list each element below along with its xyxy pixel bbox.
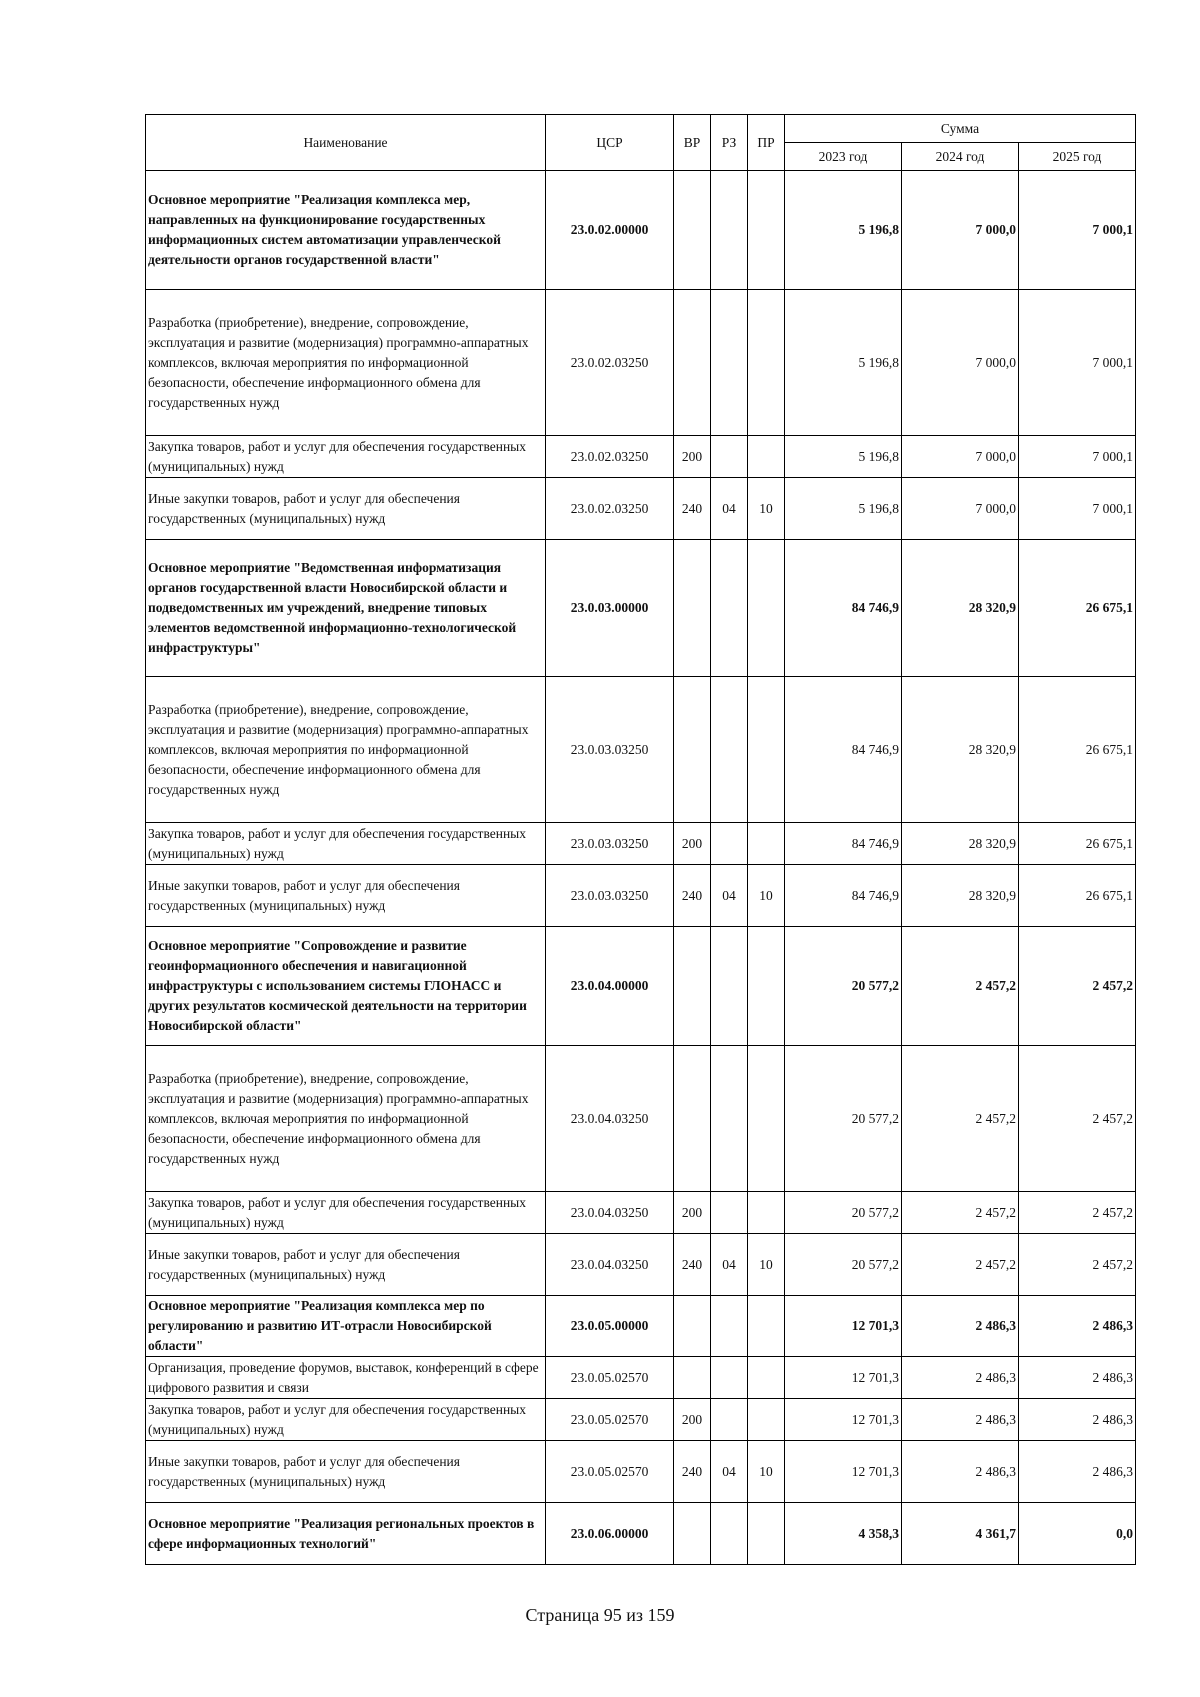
header-vr: ВР [674, 115, 711, 171]
row-name: Основное мероприятие "Сопровождение и развитие геоинформационного обеспечения и навигационной инфраструктуры с использованием системы ГЛОНАСС и других результатов космической деятельности на территории Новосибирской области" [146, 927, 546, 1046]
row-sum-2024: 2 457,2 [902, 1192, 1019, 1234]
row-pr: 10 [748, 478, 785, 540]
budget-table [145, 114, 1136, 1565]
row-sum-2023: 20 577,2 [785, 1234, 902, 1296]
row-vr: 240 [674, 865, 711, 927]
row-sum-2023: 20 577,2 [785, 1046, 902, 1192]
row-pr [748, 540, 785, 677]
header-year-2025: 2025 год [1019, 143, 1136, 171]
row-sum-2024: 2 457,2 [902, 1234, 1019, 1296]
row-pr [748, 290, 785, 436]
row-rz [711, 540, 748, 677]
row-sum-2023: 84 746,9 [785, 540, 902, 677]
row-csr: 23.0.04.03250 [546, 1234, 674, 1296]
row-csr: 23.0.04.03250 [546, 1046, 674, 1192]
row-sum-2024: 2 457,2 [902, 1046, 1019, 1192]
table-row [146, 865, 1136, 927]
row-name: Закупка товаров, работ и услуг для обеспечения государственных (муниципальных) нужд [146, 1192, 546, 1234]
row-vr [674, 1296, 711, 1357]
row-vr [674, 1357, 711, 1399]
row-name: Основное мероприятие "Реализация региональных проектов в сфере информационных технологий" [146, 1503, 546, 1565]
table-row [146, 171, 1136, 290]
row-pr [748, 1399, 785, 1441]
row-csr: 23.0.03.03250 [546, 865, 674, 927]
row-vr: 240 [674, 1441, 711, 1503]
row-sum-2024: 2 486,3 [902, 1399, 1019, 1441]
row-rz: 04 [711, 865, 748, 927]
header-sum: Сумма [785, 115, 1136, 143]
row-pr [748, 823, 785, 865]
row-sum-2025: 0,0 [1019, 1503, 1136, 1565]
row-name: Организация, проведение форумов, выставок, конференций в сфере цифрового развития и связи [146, 1357, 546, 1399]
row-sum-2023: 12 701,3 [785, 1357, 902, 1399]
row-vr [674, 927, 711, 1046]
row-pr [748, 1503, 785, 1565]
table-row [146, 1399, 1136, 1441]
row-pr [748, 436, 785, 478]
row-name: Закупка товаров, работ и услуг для обеспечения государственных (муниципальных) нужд [146, 436, 546, 478]
row-pr [748, 1046, 785, 1192]
row-name: Закупка товаров, работ и услуг для обеспечения государственных (муниципальных) нужд [146, 823, 546, 865]
row-name: Закупка товаров, работ и услуг для обеспечения государственных (муниципальных) нужд [146, 1399, 546, 1441]
row-sum-2025: 26 675,1 [1019, 865, 1136, 927]
row-vr [674, 1503, 711, 1565]
row-name: Разработка (приобретение), внедрение, сопровождение, эксплуатация и развитие (модернизация) программно-аппаратных комплексов, включая мероприятия по информационной безопасности, обеспечение информационного обмена для государственных нужд [146, 1046, 546, 1192]
page-number: Страница 95 из 159 [525, 1605, 675, 1625]
row-csr: 23.0.02.03250 [546, 478, 674, 540]
header-csr: ЦСР [546, 115, 674, 171]
table-row [146, 290, 1136, 436]
row-vr [674, 677, 711, 823]
row-pr [748, 1296, 785, 1357]
row-name: Основное мероприятие "Ведомственная информатизация органов государственной власти Новосибирской области и подведомственных им учреждений, внедрение типовых элементов ведомственной информационно-технологической инфраструктуры" [146, 540, 546, 677]
row-pr [748, 171, 785, 290]
row-rz [711, 1357, 748, 1399]
row-sum-2025: 7 000,1 [1019, 290, 1136, 436]
row-csr: 23.0.05.02570 [546, 1441, 674, 1503]
row-rz [711, 1399, 748, 1441]
header-pr: ПР [748, 115, 785, 171]
row-sum-2024: 4 361,7 [902, 1503, 1019, 1565]
row-pr [748, 1192, 785, 1234]
row-name: Иные закупки товаров, работ и услуг для обеспечения государственных (муниципальных) нужд [146, 1441, 546, 1503]
row-rz [711, 677, 748, 823]
table-body [146, 171, 1136, 1565]
row-sum-2024: 2 486,3 [902, 1441, 1019, 1503]
row-name: Иные закупки товаров, работ и услуг для обеспечения государственных (муниципальных) нужд [146, 1234, 546, 1296]
row-sum-2023: 84 746,9 [785, 865, 902, 927]
row-name: Основное мероприятие "Реализация комплекса мер, направленных на функционирование государственных информационных систем автоматизации управленческой деятельности органов государственной власти" [146, 171, 546, 290]
row-sum-2025: 2 486,3 [1019, 1441, 1136, 1503]
row-vr: 200 [674, 823, 711, 865]
row-vr: 240 [674, 1234, 711, 1296]
row-sum-2023: 5 196,8 [785, 478, 902, 540]
row-csr: 23.0.02.03250 [546, 290, 674, 436]
row-sum-2024: 7 000,0 [902, 436, 1019, 478]
row-csr: 23.0.05.00000 [546, 1296, 674, 1357]
row-sum-2024: 28 320,9 [902, 540, 1019, 677]
row-rz: 04 [711, 1234, 748, 1296]
row-vr [674, 290, 711, 436]
row-sum-2024: 2 486,3 [902, 1357, 1019, 1399]
table-row [146, 927, 1136, 1046]
row-sum-2025: 2 457,2 [1019, 1192, 1136, 1234]
row-csr: 23.0.02.00000 [546, 171, 674, 290]
row-csr: 23.0.05.02570 [546, 1399, 674, 1441]
row-csr: 23.0.06.00000 [546, 1503, 674, 1565]
header-name: Наименование [146, 115, 546, 171]
row-sum-2023: 12 701,3 [785, 1441, 902, 1503]
row-sum-2025: 2 486,3 [1019, 1296, 1136, 1357]
table-row [146, 1192, 1136, 1234]
row-sum-2024: 7 000,0 [902, 171, 1019, 290]
row-pr: 10 [748, 1234, 785, 1296]
row-vr: 200 [674, 1399, 711, 1441]
row-sum-2023: 12 701,3 [785, 1296, 902, 1357]
header-rz: РЗ [711, 115, 748, 171]
row-sum-2023: 84 746,9 [785, 677, 902, 823]
row-name: Основное мероприятие "Реализация комплекса мер по регулированию и развитию ИТ-отрасли Новосибирской области" [146, 1296, 546, 1357]
table-row [146, 478, 1136, 540]
table-row [146, 823, 1136, 865]
row-csr: 23.0.03.00000 [546, 540, 674, 677]
row-pr: 10 [748, 1441, 785, 1503]
row-csr: 23.0.05.02570 [546, 1357, 674, 1399]
row-sum-2023: 4 358,3 [785, 1503, 902, 1565]
row-rz [711, 1192, 748, 1234]
row-rz [711, 436, 748, 478]
row-vr: 200 [674, 436, 711, 478]
table-row [146, 1234, 1136, 1296]
row-name: Иные закупки товаров, работ и услуг для обеспечения государственных (муниципальных) нужд [146, 865, 546, 927]
row-sum-2024: 28 320,9 [902, 823, 1019, 865]
row-pr [748, 1357, 785, 1399]
row-sum-2025: 7 000,1 [1019, 171, 1136, 290]
row-sum-2023: 5 196,8 [785, 290, 902, 436]
row-rz [711, 1296, 748, 1357]
row-vr [674, 1046, 711, 1192]
row-sum-2025: 2 486,3 [1019, 1399, 1136, 1441]
row-csr: 23.0.04.03250 [546, 1192, 674, 1234]
row-sum-2023: 5 196,8 [785, 171, 902, 290]
row-sum-2025: 26 675,1 [1019, 677, 1136, 823]
row-pr [748, 927, 785, 1046]
row-sum-2024: 28 320,9 [902, 677, 1019, 823]
row-sum-2024: 28 320,9 [902, 865, 1019, 927]
row-sum-2025: 2 457,2 [1019, 927, 1136, 1046]
row-pr: 10 [748, 865, 785, 927]
row-sum-2025: 2 457,2 [1019, 1046, 1136, 1192]
row-sum-2023: 12 701,3 [785, 1399, 902, 1441]
row-vr [674, 540, 711, 677]
table-row [146, 1357, 1136, 1399]
row-sum-2025: 7 000,1 [1019, 478, 1136, 540]
row-sum-2025: 7 000,1 [1019, 436, 1136, 478]
row-pr [748, 677, 785, 823]
row-csr: 23.0.03.03250 [546, 823, 674, 865]
table-row [146, 1503, 1136, 1565]
row-sum-2025: 26 675,1 [1019, 540, 1136, 677]
header-year-2024: 2024 год [902, 143, 1019, 171]
row-rz [711, 927, 748, 1046]
row-csr: 23.0.02.03250 [546, 436, 674, 478]
table-row [146, 677, 1136, 823]
row-sum-2025: 2 457,2 [1019, 1234, 1136, 1296]
row-rz [711, 1046, 748, 1192]
row-rz: 04 [711, 1441, 748, 1503]
row-sum-2024: 2 457,2 [902, 927, 1019, 1046]
row-sum-2024: 7 000,0 [902, 478, 1019, 540]
row-vr: 200 [674, 1192, 711, 1234]
row-rz [711, 1503, 748, 1565]
row-sum-2023: 5 196,8 [785, 436, 902, 478]
row-sum-2024: 2 486,3 [902, 1296, 1019, 1357]
table-row [146, 436, 1136, 478]
row-rz: 04 [711, 478, 748, 540]
row-rz [711, 823, 748, 865]
table-row [146, 1046, 1136, 1192]
row-name: Разработка (приобретение), внедрение, сопровождение, эксплуатация и развитие (модернизация) программно-аппаратных комплексов, включая мероприятия по информационной безопасности, обеспечение информационного обмена для государственных нужд [146, 677, 546, 823]
row-sum-2025: 26 675,1 [1019, 823, 1136, 865]
row-csr: 23.0.04.00000 [546, 927, 674, 1046]
row-sum-2023: 20 577,2 [785, 1192, 902, 1234]
row-vr [674, 171, 711, 290]
row-rz [711, 290, 748, 436]
table-row [146, 1296, 1136, 1357]
header-year-2023: 2023 год [785, 143, 902, 171]
row-sum-2024: 7 000,0 [902, 290, 1019, 436]
table-row [146, 540, 1136, 677]
row-vr: 240 [674, 478, 711, 540]
row-sum-2023: 20 577,2 [785, 927, 902, 1046]
row-sum-2025: 2 486,3 [1019, 1357, 1136, 1399]
table-row [146, 1441, 1136, 1503]
row-rz [711, 171, 748, 290]
row-name: Разработка (приобретение), внедрение, сопровождение, эксплуатация и развитие (модернизация) программно-аппаратных комплексов, включая мероприятия по информационной безопасности, обеспечение информационного обмена для государственных нужд [146, 290, 546, 436]
row-sum-2023: 84 746,9 [785, 823, 902, 865]
row-name: Иные закупки товаров, работ и услуг для обеспечения государственных (муниципальных) нужд [146, 478, 546, 540]
row-csr: 23.0.03.03250 [546, 677, 674, 823]
